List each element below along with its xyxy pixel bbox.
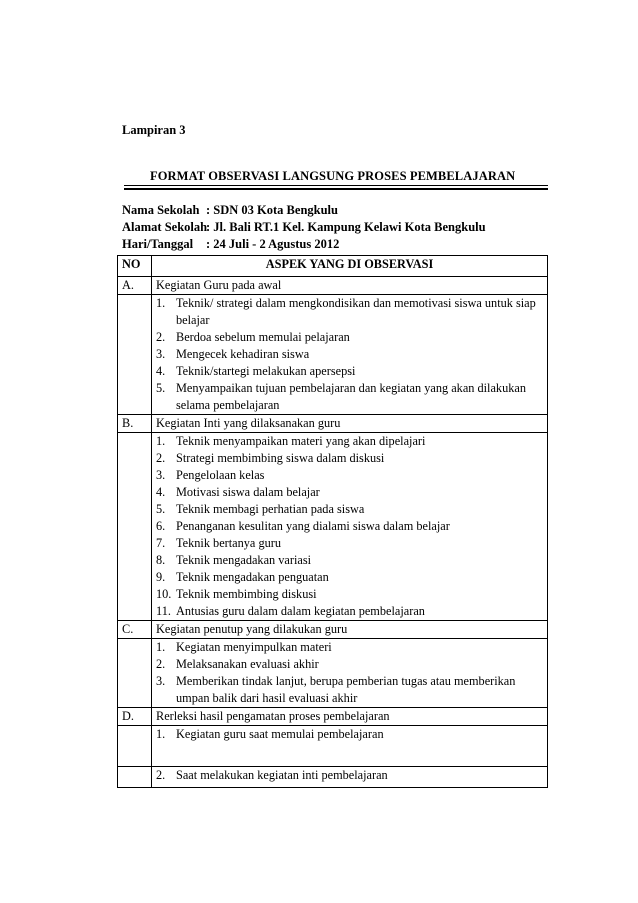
item-list — [156, 433, 543, 620]
item-text: Strategi membimbing siswa dalam diskusi — [176, 451, 385, 465]
item-number: 5. — [156, 502, 166, 516]
section-code-cell-empty — [118, 767, 152, 788]
list-item — [156, 518, 543, 535]
section-items — [152, 639, 548, 708]
list-item — [156, 552, 543, 569]
item-text: Teknik membimbing diskusi — [176, 587, 317, 601]
column-header-aspek: ASPEK YANG DI OBSERVASI — [152, 256, 548, 277]
school-name-row — [122, 202, 486, 219]
item-text: Teknik menyampaikan materi yang akan dipelajari — [176, 434, 426, 448]
list-item — [156, 433, 543, 450]
date-label: Hari/Tanggal — [122, 237, 194, 251]
section-item-cell — [152, 726, 548, 767]
item-text: Teknik/startegi melakukan apersepsi — [176, 364, 356, 378]
item-list — [156, 295, 543, 414]
section-a-items-row — [118, 295, 548, 415]
item-number: 3. — [156, 347, 166, 361]
school-info — [122, 202, 486, 253]
observation-table — [117, 255, 548, 788]
column-header-no: NO — [118, 256, 152, 277]
section-code-cell-empty — [118, 433, 152, 621]
section-code-cell-empty — [118, 726, 152, 767]
item-text: Motivasi siswa dalam belajar — [176, 485, 320, 499]
item-number: 2. — [156, 768, 166, 782]
list-item — [156, 450, 543, 467]
list-item — [156, 726, 543, 743]
list-item — [156, 535, 543, 552]
list-item — [156, 467, 543, 484]
item-number: 10. — [156, 587, 172, 601]
item-text: Mengecek kehadiran siswa — [176, 347, 310, 361]
item-text: Antusias guru dalam dalam kegiatan pembelajaran — [176, 604, 425, 618]
section-code-cell-empty — [118, 639, 152, 708]
section-a-title-row — [118, 277, 548, 295]
appendix-label: Lampiran 3 — [122, 123, 186, 137]
title-underline-thick — [124, 188, 548, 190]
list-item — [156, 346, 543, 363]
list-item — [156, 295, 543, 329]
section-c-items-row — [118, 639, 548, 708]
item-text: Teknik mengadakan variasi — [176, 553, 312, 567]
item-number: 3. — [156, 674, 166, 688]
list-item — [156, 363, 543, 380]
item-text: Teknik mengadakan penguatan — [176, 570, 329, 584]
list-item — [156, 656, 543, 673]
item-number: 1. — [156, 434, 166, 448]
item-number: 1. — [156, 640, 166, 654]
list-item — [156, 767, 543, 784]
item-text: Menyampaikan tujuan pembelajaran dan kegiatan yang akan dilakukan selama pembelajaran — [176, 381, 526, 412]
item-text: Kegiatan guru saat memulai pembelajaran — [176, 727, 384, 741]
item-text: Teknik/ strategi dalam mengkondisikan dan memotivasi siswa untuk siap belajar — [176, 296, 536, 327]
list-item — [156, 586, 543, 603]
section-code: A. — [118, 277, 152, 295]
item-list — [156, 767, 543, 784]
section-d-item-1-row — [118, 726, 548, 767]
item-number: 1. — [156, 296, 166, 310]
list-item — [156, 569, 543, 586]
section-code: C. — [118, 621, 152, 639]
section-title: Kegiatan Guru pada awal — [152, 277, 548, 295]
section-item-cell — [152, 767, 548, 788]
item-number: 7. — [156, 536, 166, 550]
section-title: Kegiatan penutup yang dilakukan guru — [152, 621, 548, 639]
list-item — [156, 380, 543, 414]
list-item — [156, 484, 543, 501]
item-number: 4. — [156, 485, 166, 499]
item-number: 4. — [156, 364, 166, 378]
date-row — [122, 236, 486, 253]
item-number: 2. — [156, 451, 166, 465]
item-text: Penanganan kesulitan yang dialami siswa dalam belajar — [176, 519, 450, 533]
school-name-value: : SDN 03 Kota Bengkulu — [206, 203, 338, 217]
list-item — [156, 603, 543, 620]
document-title: FORMAT OBSERVASI LANGSUNG PROSES PEMBELAJARAN — [150, 169, 516, 183]
item-list — [156, 726, 543, 743]
section-title: Rerleksi hasil pengamatan proses pembelajaran — [152, 708, 548, 726]
item-text: Teknik bertanya guru — [176, 536, 281, 550]
school-address-value: : Jl. Bali RT.1 Kel. Kampung Kelawi Kota Bengkulu — [206, 220, 486, 234]
list-item — [156, 329, 543, 346]
item-number: 3. — [156, 468, 166, 482]
item-number: 9. — [156, 570, 166, 584]
school-name-label: Nama Sekolah — [122, 203, 200, 217]
title-underline — [124, 185, 548, 186]
table-header-row — [118, 256, 548, 277]
item-number: 8. — [156, 553, 166, 567]
item-number: 11. — [156, 604, 171, 618]
item-list — [156, 639, 543, 707]
section-b-title-row — [118, 415, 548, 433]
date-value: : 24 Juli - 2 Agustus 2012 — [206, 237, 340, 251]
item-number: 6. — [156, 519, 166, 533]
school-address-label: Alamat Sekolah — [122, 220, 208, 234]
list-item — [156, 673, 543, 707]
school-address-row — [122, 219, 486, 236]
section-b-items-row — [118, 433, 548, 621]
item-number: 5. — [156, 381, 166, 395]
item-number: 2. — [156, 657, 166, 671]
list-item — [156, 501, 543, 518]
item-number: 1. — [156, 727, 166, 741]
item-text: Teknik membagi perhatian pada siswa — [176, 502, 365, 516]
section-items — [152, 433, 548, 621]
item-text: Pengelolaan kelas — [176, 468, 265, 482]
section-c-title-row — [118, 621, 548, 639]
section-code-cell-empty — [118, 295, 152, 415]
item-text: Melaksanakan evaluasi akhir — [176, 657, 319, 671]
item-text: Memberikan tindak lanjut, berupa pemberian tugas atau memberikan umpan balik dari hasil evaluasi akhir — [176, 674, 516, 705]
section-d-title-row — [118, 708, 548, 726]
section-code: D. — [118, 708, 152, 726]
section-items — [152, 295, 548, 415]
item-text: Berdoa sebelum memulai pelajaran — [176, 330, 350, 344]
item-text: Kegiatan menyimpulkan materi — [176, 640, 332, 654]
item-text: Saat melakukan kegiatan inti pembelajaran — [176, 768, 388, 782]
section-d-item-2-row — [118, 767, 548, 788]
section-title: Kegiatan Inti yang dilaksanakan guru — [152, 415, 548, 433]
section-code: B. — [118, 415, 152, 433]
item-number: 2. — [156, 330, 166, 344]
list-item — [156, 639, 543, 656]
